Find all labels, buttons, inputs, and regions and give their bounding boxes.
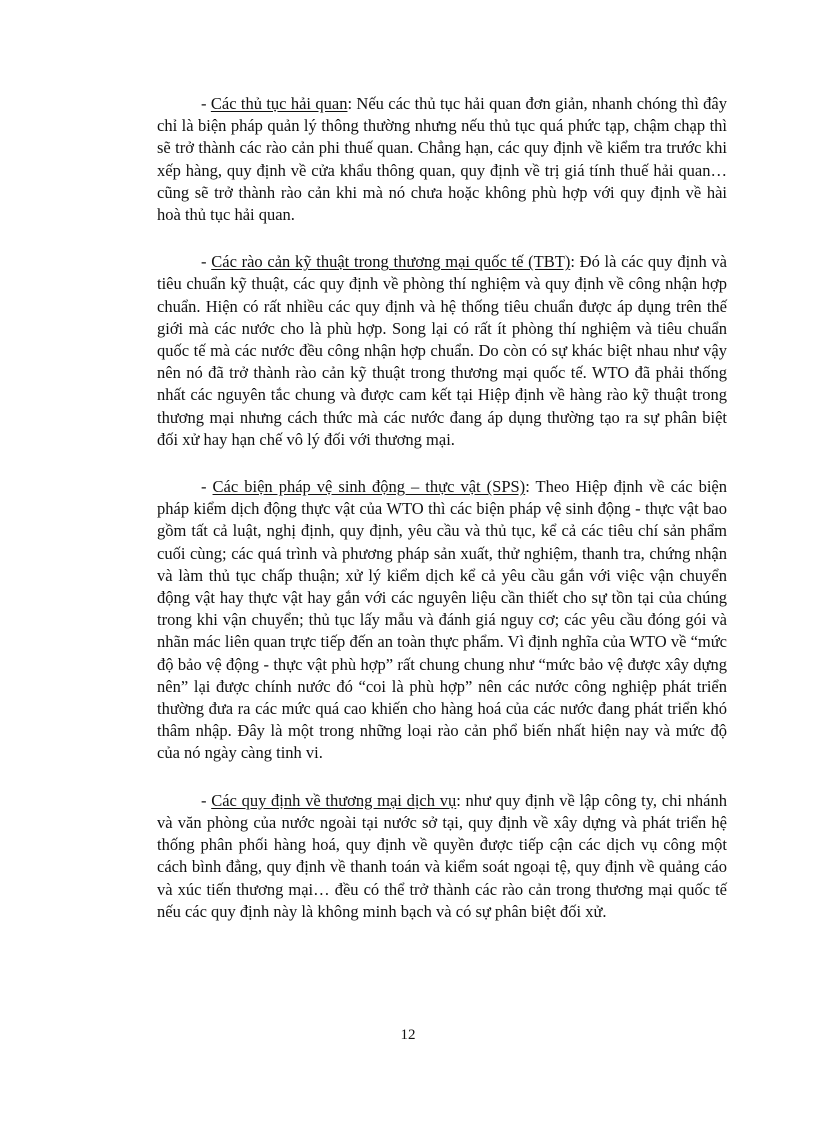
page-number: 12: [400, 1027, 416, 1043]
paragraph-heading: Các rào cản kỹ thuật trong thương mại quốc tế (TBT): [211, 252, 571, 272]
paragraph-body: : Theo Hiệp định về các biện pháp kiểm dịch động thực vật của WTO thì các biện pháp vệ sinh động - thực vật bao gồm tất cả luật, nghị định, quy định, yêu cầu và thủ tục, kể cả các tiêu chí sản phẩm cuối cùng; các quá trình và phương pháp sản xuất, thử nghiệm, thanh tra, chứng nhận và làm thủ tục chấp thuận; xử lý kiểm dịch kể cả yêu cầu gắn với việc vận chuyển động vật hay thực vật hay gắn với các nguyên liệu cần thiết cho sự tồn tại của chúng trong khi vận chuyển; thủ tục lấy mẫu và đánh giá nguy cơ; các yêu cầu đóng gói và nhãn mác liên quan trực tiếp đến an toàn thực phẩm. Vì định nghĩa của WTO về “mức độ bảo vệ động - thực vật phù hợp” rất chung chung như “mức bảo vệ được xây dựng nên” lại được chính nước đó “coi là phù hợp” nên các nước công nghiệp phát triển thường đưa ra các mức quá cao khiến cho hàng hoá của các nước đang phát triển khó thâm nhập. Đây là một trong những loại rào cản phổ biến nhất hiện nay và mức độ của nó ngày càng tinh vi.: [157, 477, 727, 763]
paragraph-heading: Các biện pháp vệ sinh động – thực vật (SPS): [212, 477, 526, 497]
paragraph-prefix: -: [201, 477, 213, 497]
paragraph-trade-in-services: [157, 790, 727, 923]
document-page: [157, 93, 727, 948]
paragraph-heading: Các thủ tục hải quan: [210, 94, 348, 113]
paragraph-body: : Đó là các quy định và tiêu chuẩn kỹ thuật, các quy định về phòng thí nghiệm và quy định về công nhận hợp chuẩn. Hiện có rất nhiều các quy định và hệ thống tiêu chuẩn được áp dụng trên thế giới mà các nước cho là phù hợp. Song lại có rất ít phòng thí nghiệm và tiêu chuẩn quốc tế mà các nước đều công nhận hợp chuẩn. Do còn có sự khác biệt nhau như vậy nên nó đã trở thành rào cản kỹ thuật trong thương mại quốc tế. WTO đã phải thống nhất các nguyên tắc chung và được cam kết tại Hiệp định về hàng rào kỹ thuật trong thương mại nhưng cách thức mà các nước đang áp dụng thường tạo ra sự phân biệt đối xử hay hạn chế vô lý đối với thương mại.: [157, 252, 727, 449]
paragraph-customs-procedures: [157, 93, 727, 226]
paragraph-prefix: -: [201, 790, 212, 810]
paragraph-prefix: -: [201, 252, 212, 272]
paragraph-prefix: -: [201, 94, 211, 113]
paragraph-heading: Các quy định về thương mại dịch vụ: [211, 790, 457, 810]
paragraph-body: : như quy định về lập công ty, chi nhánh và văn phòng của nước ngoài tại nước sở tại, quy định về xây dựng và phát triển hệ thống phân phối hàng hoá, quy định về quyền được tiếp cận các dịch vụ công một cách bình đẳng, quy định về thanh toán và kiểm soát ngoại tệ, quy định về quảng cáo và xúc tiến thương mại… đều có thể trở thành các rào cản trong thương mại quốc tế nếu các quy định này là không minh bạch và có sự phân biệt đối xử.: [157, 790, 727, 921]
paragraph-body: : Nếu các thủ tục hải quan đơn giản, nhanh chóng thì đây chỉ là biện pháp quản lý thông thường nhưng nếu thủ tục quá phức tạp, chậm chạp thì sẽ trở thành các rào cản phi thuế quan. Chẳng hạn, các quy định về kiểm tra trước khi xếp hàng, quy định về cửa khẩu thông quan, quy định về trị giá tính thuế hải quan… cũng sẽ trở thành rào cản khi mà nó chưa hoặc không phù hợp với quy định về hài hoà thủ tục hải quan.: [157, 94, 727, 225]
paragraph-technical-barriers: [157, 251, 727, 451]
paragraph-sanitary-measures: [157, 476, 727, 765]
